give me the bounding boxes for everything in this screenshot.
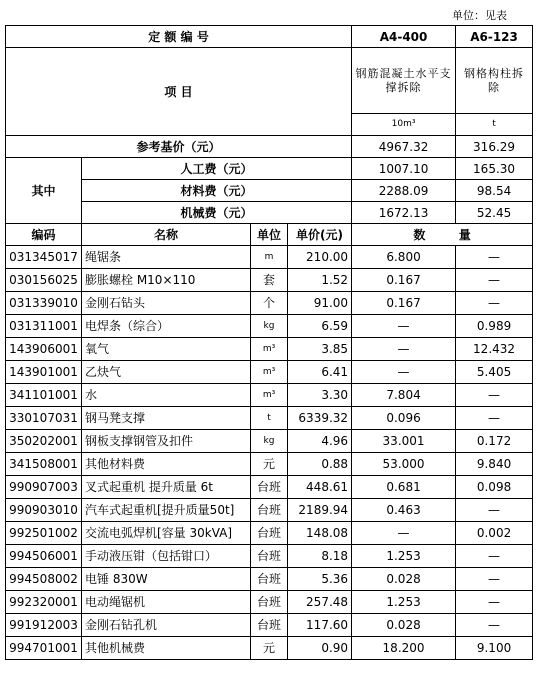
item-unit-a: 10m³ bbox=[352, 114, 456, 136]
table-row bbox=[6, 476, 533, 499]
row-unit: m³ bbox=[251, 361, 288, 384]
row-code: 990903010 bbox=[6, 499, 82, 522]
labor-label: 人工费（元） bbox=[82, 158, 352, 180]
row-code: 031339010 bbox=[6, 292, 82, 315]
row-price: 148.08 bbox=[288, 522, 352, 545]
col-unit-header: 单位 bbox=[251, 224, 288, 246]
row-unit: 台班 bbox=[251, 545, 288, 568]
machine-b: 52.45 bbox=[456, 202, 533, 224]
table-row bbox=[6, 614, 533, 637]
row-price: 117.60 bbox=[288, 614, 352, 637]
unit-note: 单位：见表 bbox=[452, 9, 507, 22]
row-qty-a: 0.463 bbox=[352, 499, 456, 522]
row-qty-a: 0.028 bbox=[352, 568, 456, 591]
row-unit: m³ bbox=[251, 338, 288, 361]
row-price: 4.96 bbox=[288, 430, 352, 453]
row-qty-a: 7.804 bbox=[352, 384, 456, 407]
row-qty-b: — bbox=[456, 269, 533, 292]
col-price-header: 单价(元) bbox=[288, 224, 352, 246]
row-qty-b: — bbox=[456, 384, 533, 407]
machine-row bbox=[6, 202, 533, 224]
row-code: 350202001 bbox=[6, 430, 82, 453]
row-qty-a: 33.001 bbox=[352, 430, 456, 453]
row-unit: t bbox=[251, 407, 288, 430]
row-qty-a: 0.096 bbox=[352, 407, 456, 430]
row-qty-a: 1.253 bbox=[352, 545, 456, 568]
among-label: 其中 bbox=[6, 158, 82, 224]
row-qty-a: 1.253 bbox=[352, 591, 456, 614]
row-qty-b: — bbox=[456, 499, 533, 522]
row-name: 膨胀螺栓 M10×110 bbox=[82, 269, 251, 292]
labor-row bbox=[6, 158, 533, 180]
row-price: 3.85 bbox=[288, 338, 352, 361]
table-row bbox=[6, 545, 533, 568]
row-qty-b: — bbox=[456, 407, 533, 430]
row-qty-b: 0.002 bbox=[456, 522, 533, 545]
item-unit-b: t bbox=[456, 114, 533, 136]
base-price-a: 4967.32 bbox=[352, 136, 456, 158]
row-name: 金刚石钻头 bbox=[82, 292, 251, 315]
base-price-label: 参考基价（元） bbox=[6, 136, 352, 158]
row-name: 电锤 830W bbox=[82, 568, 251, 591]
row-qty-b: 9.100 bbox=[456, 637, 533, 660]
table-row bbox=[6, 315, 533, 338]
row-qty-b: — bbox=[456, 614, 533, 637]
row-unit: 元 bbox=[251, 453, 288, 476]
table-row bbox=[6, 246, 533, 269]
row-qty-a: 6.800 bbox=[352, 246, 456, 269]
row-qty-b: 12.432 bbox=[456, 338, 533, 361]
row-unit: 台班 bbox=[251, 568, 288, 591]
row-unit: kg bbox=[251, 315, 288, 338]
quota-label: 定 额 编 号 bbox=[6, 26, 352, 48]
col-name-header: 名称 bbox=[82, 224, 251, 246]
table-row bbox=[6, 269, 533, 292]
row-qty-a: 0.028 bbox=[352, 614, 456, 637]
row-code: 341101001 bbox=[6, 384, 82, 407]
row-name: 交流电弧焊机[容量 30kVA] bbox=[82, 522, 251, 545]
row-price: 257.48 bbox=[288, 591, 352, 614]
row-code: 143906001 bbox=[6, 338, 82, 361]
row-unit: 台班 bbox=[251, 591, 288, 614]
row-code: 994506001 bbox=[6, 545, 82, 568]
row-qty-b: — bbox=[456, 591, 533, 614]
table-row bbox=[6, 292, 533, 315]
row-price: 0.90 bbox=[288, 637, 352, 660]
row-price: 6.41 bbox=[288, 361, 352, 384]
table-row bbox=[6, 430, 533, 453]
row-qty-a: 0.167 bbox=[352, 269, 456, 292]
row-name: 叉式起重机 提升质量 6t bbox=[82, 476, 251, 499]
row-qty-a: — bbox=[352, 522, 456, 545]
row-qty-a: — bbox=[352, 338, 456, 361]
row-qty-a: — bbox=[352, 361, 456, 384]
machine-label: 机械费（元） bbox=[82, 202, 352, 224]
row-unit: 套 bbox=[251, 269, 288, 292]
row-name: 电焊条（综合） bbox=[82, 315, 251, 338]
row-name: 乙炔气 bbox=[82, 361, 251, 384]
row-qty-a: 0.681 bbox=[352, 476, 456, 499]
material-row bbox=[6, 180, 533, 202]
row-name: 水 bbox=[82, 384, 251, 407]
row-qty-b: — bbox=[456, 545, 533, 568]
col-qty-header: 数 量 bbox=[352, 224, 533, 246]
row-price: 448.61 bbox=[288, 476, 352, 499]
row-price: 3.30 bbox=[288, 384, 352, 407]
row-name: 汽车式起重机[提升质量50t] bbox=[82, 499, 251, 522]
table-row bbox=[6, 453, 533, 476]
row-unit: 台班 bbox=[251, 476, 288, 499]
row-qty-a: 53.000 bbox=[352, 453, 456, 476]
item-label: 项 目 bbox=[6, 48, 352, 136]
row-code: 991912003 bbox=[6, 614, 82, 637]
row-unit: 台班 bbox=[251, 499, 288, 522]
table-row bbox=[6, 499, 533, 522]
row-code: 994701001 bbox=[6, 637, 82, 660]
row-name: 其他材料费 bbox=[82, 453, 251, 476]
col-code-header: 编码 bbox=[6, 224, 82, 246]
row-name: 手动液压钳（包括钳口） bbox=[82, 545, 251, 568]
row-code: 330107031 bbox=[6, 407, 82, 430]
row-price: 2189.94 bbox=[288, 499, 352, 522]
row-name: 其他机械费 bbox=[82, 637, 251, 660]
row-code: 341508001 bbox=[6, 453, 82, 476]
item-desc-row bbox=[6, 48, 533, 114]
row-qty-b: 0.989 bbox=[456, 315, 533, 338]
base-price-row bbox=[6, 136, 533, 158]
row-name: 金刚石钻孔机 bbox=[82, 614, 251, 637]
row-price: 0.88 bbox=[288, 453, 352, 476]
row-name: 绳锯条 bbox=[82, 246, 251, 269]
row-qty-b: — bbox=[456, 568, 533, 591]
row-qty-b: 9.840 bbox=[456, 453, 533, 476]
row-price: 6339.32 bbox=[288, 407, 352, 430]
base-price-b: 316.29 bbox=[456, 136, 533, 158]
table-row bbox=[6, 637, 533, 660]
table-row bbox=[6, 384, 533, 407]
table-row bbox=[6, 361, 533, 384]
table-row bbox=[6, 568, 533, 591]
row-price: 210.00 bbox=[288, 246, 352, 269]
row-name: 电动绳锯机 bbox=[82, 591, 251, 614]
material-label: 材料费（元） bbox=[82, 180, 352, 202]
table-row bbox=[6, 407, 533, 430]
row-qty-b: — bbox=[456, 246, 533, 269]
row-code: 030156025 bbox=[6, 269, 82, 292]
row-qty-b: 0.098 bbox=[456, 476, 533, 499]
row-qty-a: 0.167 bbox=[352, 292, 456, 315]
row-qty-a: 18.200 bbox=[352, 637, 456, 660]
row-unit: m³ bbox=[251, 384, 288, 407]
row-qty-a: — bbox=[352, 315, 456, 338]
row-code: 994508002 bbox=[6, 568, 82, 591]
quota-code-b: A6-123 bbox=[456, 26, 533, 48]
table-row bbox=[6, 591, 533, 614]
row-name: 钢板支撑钢管及扣件 bbox=[82, 430, 251, 453]
row-price: 91.00 bbox=[288, 292, 352, 315]
row-code: 992320001 bbox=[6, 591, 82, 614]
row-unit: 台班 bbox=[251, 614, 288, 637]
labor-a: 1007.10 bbox=[352, 158, 456, 180]
item-desc-a: 钢筋混凝土水平支撑拆除 bbox=[352, 48, 456, 114]
material-b: 98.54 bbox=[456, 180, 533, 202]
row-unit: kg bbox=[251, 430, 288, 453]
quota-code-row bbox=[6, 26, 533, 48]
row-code: 031345017 bbox=[6, 246, 82, 269]
material-a: 2288.09 bbox=[352, 180, 456, 202]
machine-a: 1672.13 bbox=[352, 202, 456, 224]
row-price: 6.59 bbox=[288, 315, 352, 338]
labor-b: 165.30 bbox=[456, 158, 533, 180]
table-row bbox=[6, 522, 533, 545]
row-unit: 台班 bbox=[251, 522, 288, 545]
row-code: 992501002 bbox=[6, 522, 82, 545]
row-name: 氧气 bbox=[82, 338, 251, 361]
row-price: 1.52 bbox=[288, 269, 352, 292]
row-unit: 个 bbox=[251, 292, 288, 315]
row-name: 钢马凳支撑 bbox=[82, 407, 251, 430]
row-price: 5.36 bbox=[288, 568, 352, 591]
column-header-row bbox=[6, 224, 533, 246]
table-row bbox=[6, 338, 533, 361]
row-price: 8.18 bbox=[288, 545, 352, 568]
item-desc-b: 钢格构柱拆除 bbox=[456, 48, 533, 114]
row-qty-b: 5.405 bbox=[456, 361, 533, 384]
row-unit: 元 bbox=[251, 637, 288, 660]
row-unit: m bbox=[251, 246, 288, 269]
row-qty-b: — bbox=[456, 292, 533, 315]
quota-table bbox=[5, 25, 533, 660]
row-qty-b: 0.172 bbox=[456, 430, 533, 453]
quota-code-a: A4-400 bbox=[352, 26, 456, 48]
row-code: 031311001 bbox=[6, 315, 82, 338]
row-code: 990907003 bbox=[6, 476, 82, 499]
row-code: 143901001 bbox=[6, 361, 82, 384]
